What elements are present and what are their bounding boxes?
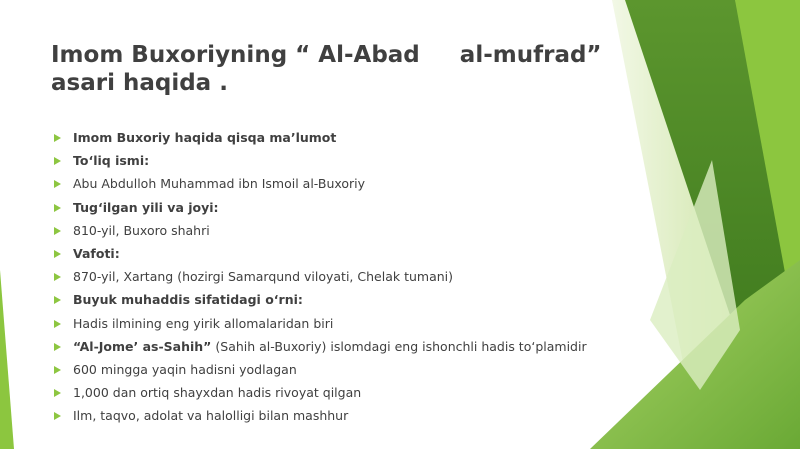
bullet-arrow-icon [54, 227, 61, 235]
bullet-item [54, 335, 587, 358]
bullet-item: 870-yil, Xartang (hozirgi Samarqund viloyati, Chelak tumani) [54, 265, 587, 288]
bullet-bold-part: “Al-Jome’ as-Sahih” [73, 338, 212, 354]
bullet-item: Abu Abdulloh Muhammad ibn Ismoil al-Buxoriy [54, 172, 587, 195]
bullet-arrow-icon [54, 250, 61, 258]
bullet-arrow-icon [54, 273, 61, 281]
bullet-item: Tug‘ilgan yili va joyi: [54, 196, 587, 219]
title-line-1: Imom Buxoriyning “ Al-Abad al-mufrad” [51, 42, 602, 68]
bullet-item: Hadis ilmining eng yirik allomalaridan biri [54, 312, 587, 335]
bullet-arrow-icon [54, 296, 61, 304]
bullet-item: 810-yil, Buxoro shahri [54, 219, 587, 242]
bullet-arrow-icon [54, 320, 61, 328]
bullet-rest-part: (Sahih al-Buxoriy) islomdagi eng ishonchli hadis to‘plamidir [211, 338, 587, 354]
bullet-item: Imom Buxoriy haqida qisqa ma’lumot [54, 126, 587, 149]
bullet-item: Vafoti: [54, 242, 587, 265]
bullet-item: To‘liq ismi: [54, 149, 587, 172]
bullet-arrow-icon [54, 134, 61, 142]
bullet-item: Ilm, taqvo, adolat va halolligi bilan mashhur [54, 404, 587, 427]
bullet-arrow-icon [54, 157, 61, 165]
title-line-2: asari haqida . [51, 70, 228, 96]
bullet-item: Buyuk muhaddis sifatidagi o‘rni: [54, 288, 587, 311]
bullet-item: 1,000 dan ortiq shayxdan hadis rivoyat qilgan [54, 381, 587, 404]
bullet-list [54, 126, 587, 427]
bullet-arrow-icon [54, 366, 61, 374]
bullet-item: 600 mingga yaqin hadisni yodlagan [54, 358, 587, 381]
bullet-arrow-icon [54, 412, 61, 420]
bullet-arrow-icon [54, 204, 61, 212]
bottom-left-sliver [0, 270, 14, 449]
bullet-arrow-icon [54, 389, 61, 397]
bullet-arrow-icon [54, 180, 61, 188]
bullet-arrow-icon [54, 343, 61, 351]
slide-title [51, 41, 602, 97]
